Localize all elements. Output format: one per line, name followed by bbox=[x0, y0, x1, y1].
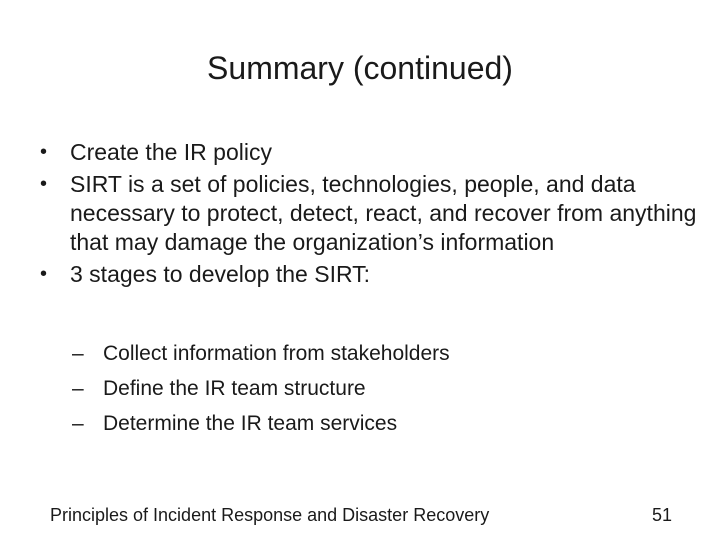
sub-bullet-list bbox=[72, 340, 672, 445]
bullet-item bbox=[40, 138, 700, 167]
bullet-text: 3 stages to develop the SIRT: bbox=[70, 261, 371, 287]
bullet-item bbox=[40, 170, 700, 257]
bullet-marker: • bbox=[40, 173, 48, 195]
sub-bullet-item bbox=[72, 340, 672, 367]
sub-bullet-item bbox=[72, 375, 672, 402]
sub-bullet-text: Collect information from stakeholders bbox=[103, 342, 450, 365]
slide-title: Summary (continued) bbox=[207, 50, 513, 86]
bullet-text: SIRT is a set of policies, technologies, people, and data necessary to protect, detect, react, and recover from anything that may damage the organization’s information bbox=[70, 171, 697, 255]
sub-bullet-marker: – bbox=[72, 342, 84, 365]
sub-bullet-marker: – bbox=[72, 412, 84, 435]
bullet-text: Create the IR policy bbox=[70, 139, 272, 165]
bullet-marker: • bbox=[40, 141, 48, 163]
sub-bullet-text: Determine the IR team services bbox=[103, 412, 398, 435]
bullet-marker: • bbox=[40, 263, 48, 285]
bullet-list bbox=[40, 138, 700, 292]
sub-bullet-text: Define the IR team structure bbox=[103, 377, 366, 400]
sub-bullet-marker: – bbox=[72, 377, 84, 400]
page-number: 51 bbox=[651, 505, 672, 525]
slide-footer: Principles of Incident Response and Disaster Recovery bbox=[50, 505, 490, 525]
sub-bullet-item bbox=[72, 410, 672, 437]
bullet-item bbox=[40, 260, 700, 289]
